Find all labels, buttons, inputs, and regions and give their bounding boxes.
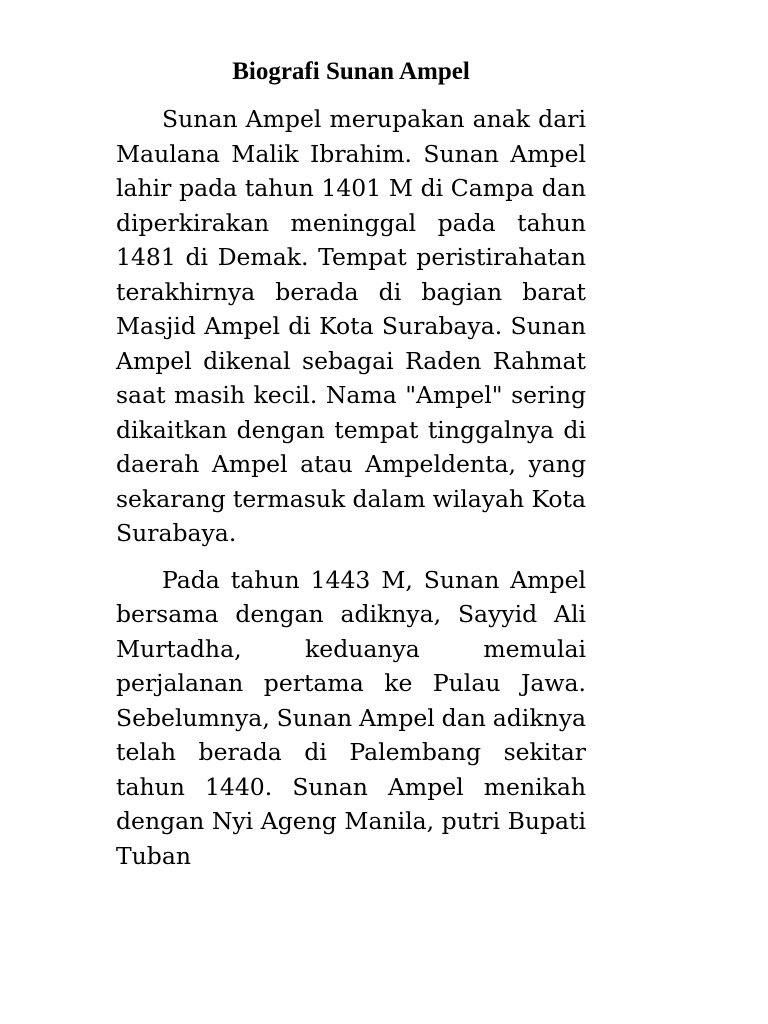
paragraph-1: Sunan Ampel merupakan anak dari Maulana Malik Ibrahim. Sunan Ampel lahir pada tahun 1401 M di Campa dan diperkirakan meninggal pada tahun 1481 di Demak. Tempat peristirahatan terakhirnya berada di bagian barat Masjid Ampel di Kota Surabaya. Sunan Ampel dikenal sebagai Raden Rahmat saat masih kecil. Nama "Ampel" sering dikaitkan dengan tempat tinggalnya di daerah Ampel atau Ampeldenta, yang sekarang termasuk dalam wilayah Kota Surabaya. <box>116 105 586 547</box>
document-body <box>116 102 586 873</box>
document-title: Biografi Sunan Ampel <box>232 58 470 85</box>
paragraph-2: Pada tahun 1443 M, Sunan Ampel bersama dengan adiknya, Sayyid Ali Murtadha, keduanya memulai perjalanan pertama ke Pulau Jawa. Sebelumnya, Sunan Ampel dan adiknya telah berada di Palembang sekitar tahun 1440. Sunan Ampel menikah dengan Nyi Ageng Manila, putri Bupati Tuban <box>116 565 586 870</box>
